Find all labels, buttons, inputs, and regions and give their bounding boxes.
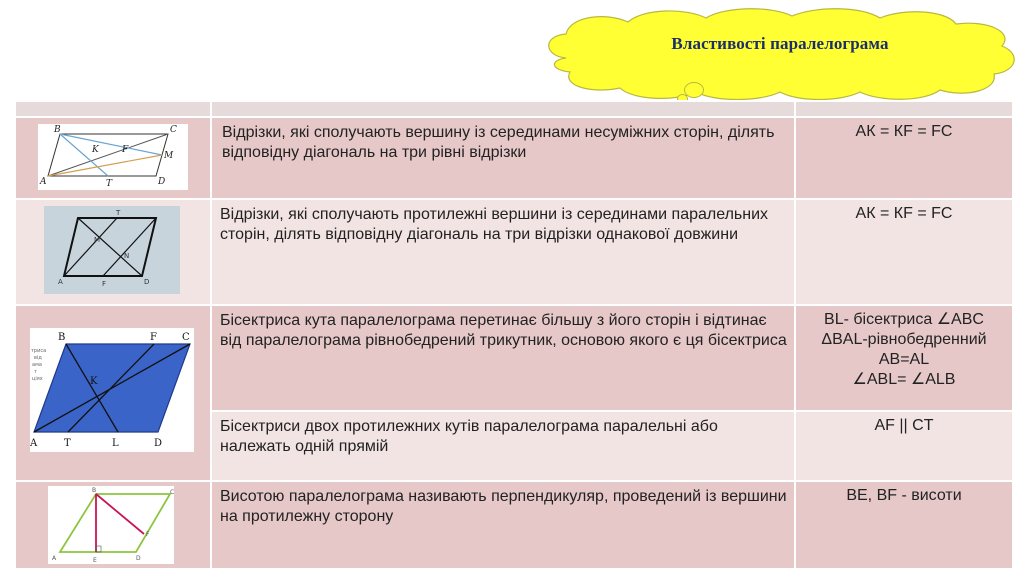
figure-label: F — [122, 145, 129, 155]
figure-label: M — [164, 151, 174, 161]
figure-cell — [15, 199, 211, 305]
figure-side-text: триса — [31, 348, 47, 354]
figure-label: F — [146, 531, 150, 538]
parallelogram-figure-5 — [48, 486, 174, 564]
figure-cell — [15, 117, 211, 199]
figure-label: A — [58, 278, 63, 286]
figure-label: A — [30, 438, 38, 449]
description-cell — [211, 411, 795, 481]
property-text: Бісектриси двох протилежних кутів паралелограма паралельні або належать одній прямій — [220, 418, 718, 455]
header-cell — [15, 101, 211, 117]
header-cell — [211, 101, 795, 117]
figure-label: L — [112, 438, 119, 449]
figure-label: B — [54, 125, 61, 135]
figure-side-text: ама — [32, 362, 42, 368]
figure-label: C — [170, 125, 177, 135]
figure-label: D — [136, 555, 141, 562]
description-cell — [211, 199, 795, 305]
formula-line: BL- бісектриса ∠ABC — [824, 311, 984, 328]
figure-label: D — [154, 438, 163, 449]
figure-label: T — [106, 179, 113, 189]
figure-side-text: т — [34, 369, 37, 375]
formula-line: ∠ABL= ∠ALB — [852, 371, 956, 388]
formula-cell — [795, 481, 1012, 568]
figure-label: E — [93, 557, 97, 564]
parallelogram-figure-3 — [30, 328, 194, 452]
table-row — [15, 199, 1012, 305]
description-cell — [211, 117, 795, 199]
formula-line: AF || CT — [874, 417, 934, 434]
figure-label: D — [158, 177, 166, 187]
property-text: Бісектриса кута паралелограма перетинає більшу з його сторін і відтинає від паралелограма рівнобедрений трикутник, основою якого є ця бісектриса — [220, 312, 787, 349]
figure-label: F — [150, 332, 157, 343]
header-cell — [795, 101, 1012, 117]
parallelogram-figure-2 — [44, 206, 180, 294]
formula-line: АК = КF = FC — [855, 205, 953, 222]
title-cloud-shape — [536, 6, 1022, 104]
figure-label: K — [90, 376, 98, 387]
figure-cell — [15, 305, 211, 481]
formula-line: BE, BF - висоти — [846, 487, 962, 504]
formula-line: AB=AL — [878, 351, 930, 368]
figure-label: B — [58, 332, 66, 343]
figure-side-text: від — [34, 355, 42, 361]
figure-label: D — [144, 278, 150, 286]
figure-label: K — [92, 145, 99, 155]
figure-label: T — [64, 438, 71, 449]
property-text: Відрізки, які сполучають вершину із серединами несуміжних сторін, ділять відповідну діагональ на три рівні відрізки — [222, 124, 775, 161]
formula-cell — [795, 117, 1012, 199]
table-row — [15, 481, 1012, 568]
property-text: Висотою паралелограма називають перпендикуляр, проведений із вершини на протилежну сторону — [220, 488, 787, 525]
formula-line: АК = КF = FC — [855, 123, 953, 140]
figure-cell — [15, 481, 211, 568]
figure-label: A — [40, 177, 47, 187]
figure-label: N — [124, 252, 130, 260]
table-row — [15, 305, 1012, 411]
properties-table — [14, 100, 1012, 568]
description-cell — [211, 481, 795, 568]
figure-side-text: ціях — [32, 376, 43, 382]
figure-label: M — [94, 236, 101, 244]
figure-label: C — [182, 332, 190, 343]
figure-label: C — [170, 489, 174, 496]
formula-cell — [795, 305, 1012, 411]
figure-label: A — [52, 555, 57, 562]
description-cell — [211, 305, 795, 411]
figure-label: F — [102, 280, 107, 288]
formula-line: ΔBAL-рівнобедренний — [821, 331, 987, 348]
table-row — [15, 117, 1012, 199]
figure-label: B — [92, 487, 97, 494]
figure-label: T — [116, 209, 121, 217]
slide-title: Властивості паралелограма — [671, 34, 889, 53]
formula-cell — [795, 199, 1012, 305]
parallelogram-figure-1 — [38, 124, 188, 190]
property-text: Відрізки, які сполучають протилежні вершини із серединами паралельних сторін, ділять відповідну діагональ на три відрізки однакової довжини — [220, 206, 769, 243]
formula-cell — [795, 411, 1012, 481]
table-header-row — [15, 101, 1012, 117]
